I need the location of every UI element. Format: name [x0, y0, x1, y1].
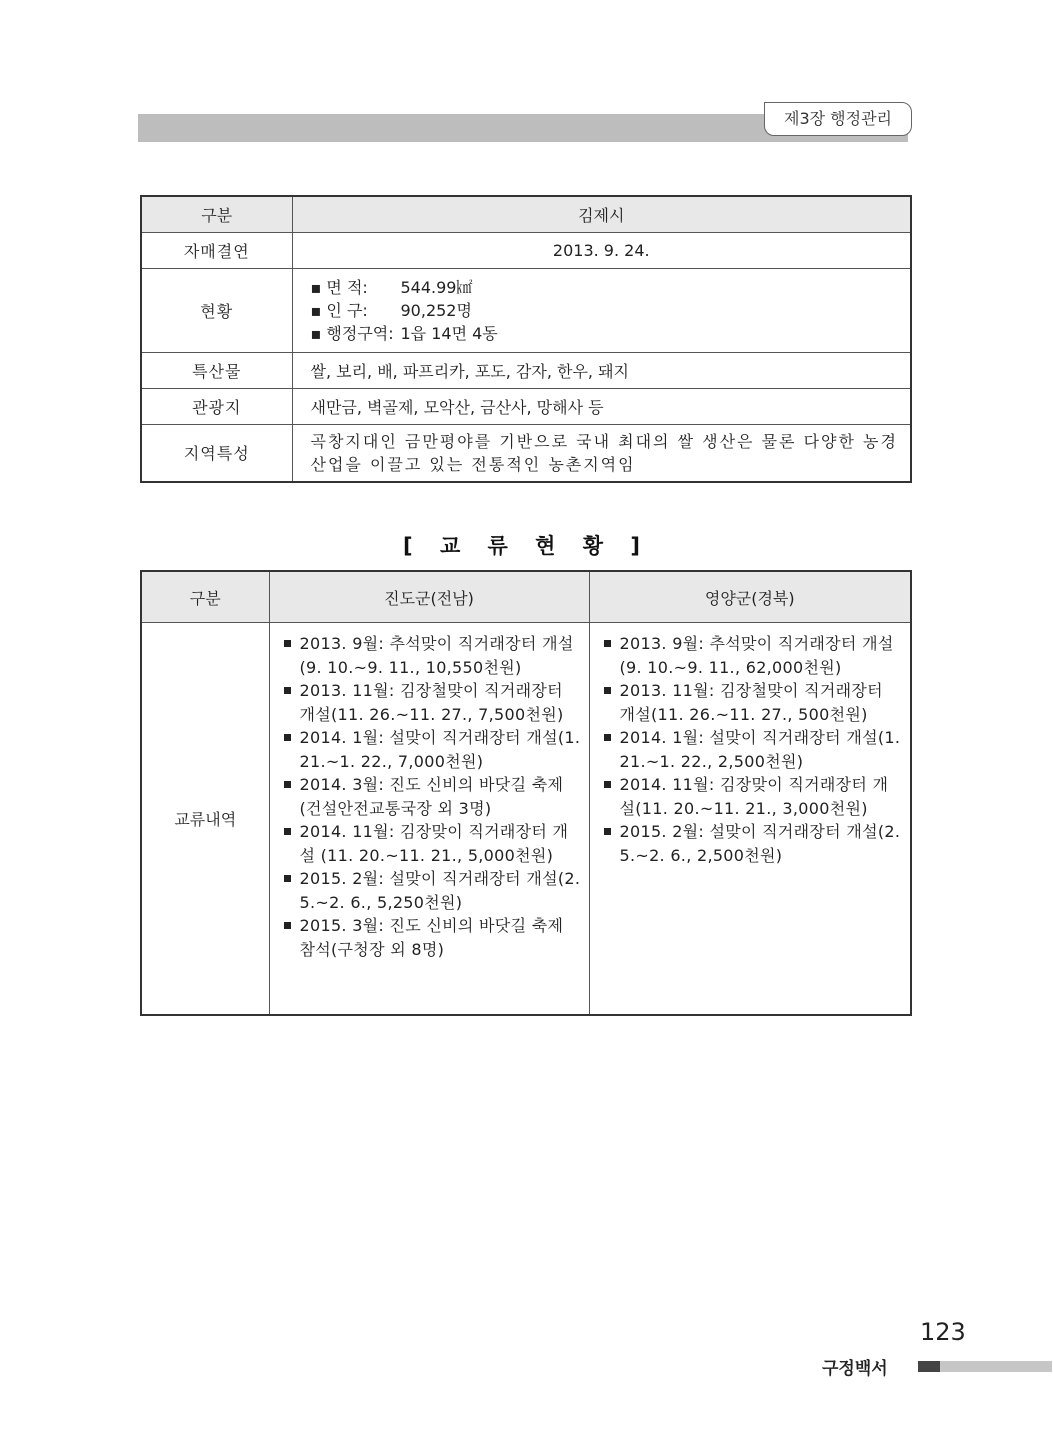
- header-category: 구분: [141, 196, 292, 232]
- list-item: 2014. 1월: 설맞이 직거래장터 개설(1. 21.~1. 22., 7,000천원): [282, 726, 583, 773]
- page-number: 123: [920, 1318, 966, 1346]
- status-cell: [292, 268, 911, 352]
- header-yeongyang: 영양군(경북): [589, 571, 911, 623]
- footer-bar: [940, 1361, 1052, 1372]
- status-admin-key: ▪ 행정구역:: [310, 323, 394, 343]
- sister-date: 2013. 9. 24.: [292, 232, 911, 268]
- row-label-exchange: 교류내역: [141, 623, 269, 1015]
- list-item: 2015. 2월: 설맞이 직거래장터 개설(2. 5.~2. 6., 5,250천원): [282, 867, 583, 914]
- region-description: 곡창지대인 금만평야를 기반으로 국내 최대의 쌀 생산은 물론 다양한 농경산업을 이끌고 있는 전통적인 농촌지역임: [292, 424, 911, 482]
- header-city: 김제시: [292, 196, 911, 232]
- section-title: [ 교 류 현 황 ]: [403, 534, 650, 558]
- tourism-sites: 새만금, 벽골제, 모악산, 금산사, 망해사 등: [292, 388, 911, 424]
- jindo-exchange-list: [269, 623, 589, 1015]
- book-title: 구정백서: [822, 1359, 888, 1379]
- row-label-sister: 자매결연: [141, 232, 292, 268]
- list-item: 2014. 1월: 설맞이 직거래장터 개설(1. 21.~1. 22., 2,500천원): [602, 726, 905, 773]
- status-area-value: 544.99㎢: [400, 277, 473, 297]
- list-item: 2013. 9월: 추석맞이 직거래장터 개설(9. 10.~9. 11., 62,000천원): [602, 632, 905, 679]
- row-label-tourism: 관광지: [141, 388, 292, 424]
- status-area-key: ▪ 면 적:: [310, 277, 368, 297]
- footer-mark: [918, 1361, 940, 1372]
- list-item: 2014. 3월: 진도 신비의 바닷길 축제(건설안전교통국장 외 3명): [282, 773, 583, 820]
- status-area: [311, 276, 911, 299]
- header-jindo: 진도군(전남): [269, 571, 589, 623]
- row-label-region: 지역특성: [141, 424, 292, 482]
- status-pop-value: 90,252명: [400, 300, 472, 320]
- list-item: 2013. 11월: 김장철맞이 직거래장터 개설(11. 26.~11. 27., 7,500천원): [282, 679, 583, 726]
- row-label-status: 현황: [141, 268, 292, 352]
- list-item: 2015. 2월: 설맞이 직거래장터 개설(2. 5.~2. 6., 2,500천원): [602, 820, 905, 867]
- list-item: 2015. 3월: 진도 신비의 바닷길 축제 참석(구청장 외 8명): [282, 914, 583, 961]
- list-item: 2014. 11월: 김장맞이 직거래장터 개설 (11. 20.~11. 21., 5,000천원): [282, 820, 583, 867]
- status-pop-key: ▪ 인 구:: [310, 300, 368, 320]
- specialty-products: 쌀, 보리, 배, 파프리카, 포도, 감자, 한우, 돼지: [292, 352, 911, 388]
- list-item: 2013. 9월: 추석맞이 직거래장터 개설(9. 10.~9. 11., 10,550천원): [282, 632, 583, 679]
- header-category: 구분: [141, 571, 269, 623]
- row-label-specialty: 특산물: [141, 352, 292, 388]
- list-item: 2013. 11월: 김장철맞이 직거래장터 개설(11. 26.~11. 27., 500천원): [602, 679, 905, 726]
- status-admin-value: 1읍 14면 4동: [400, 323, 498, 343]
- yeongyang-exchange-list: [589, 623, 911, 1015]
- city-info-table: [140, 195, 912, 483]
- list-item: 2014. 11월: 김장맞이 직거래장터 개설(11. 20.~11. 21., 3,000천원): [602, 773, 905, 820]
- chapter-tab: 제3장 행정관리: [764, 102, 912, 136]
- status-population: [311, 299, 911, 322]
- exchange-table: [140, 570, 912, 1016]
- status-admin: [311, 322, 911, 345]
